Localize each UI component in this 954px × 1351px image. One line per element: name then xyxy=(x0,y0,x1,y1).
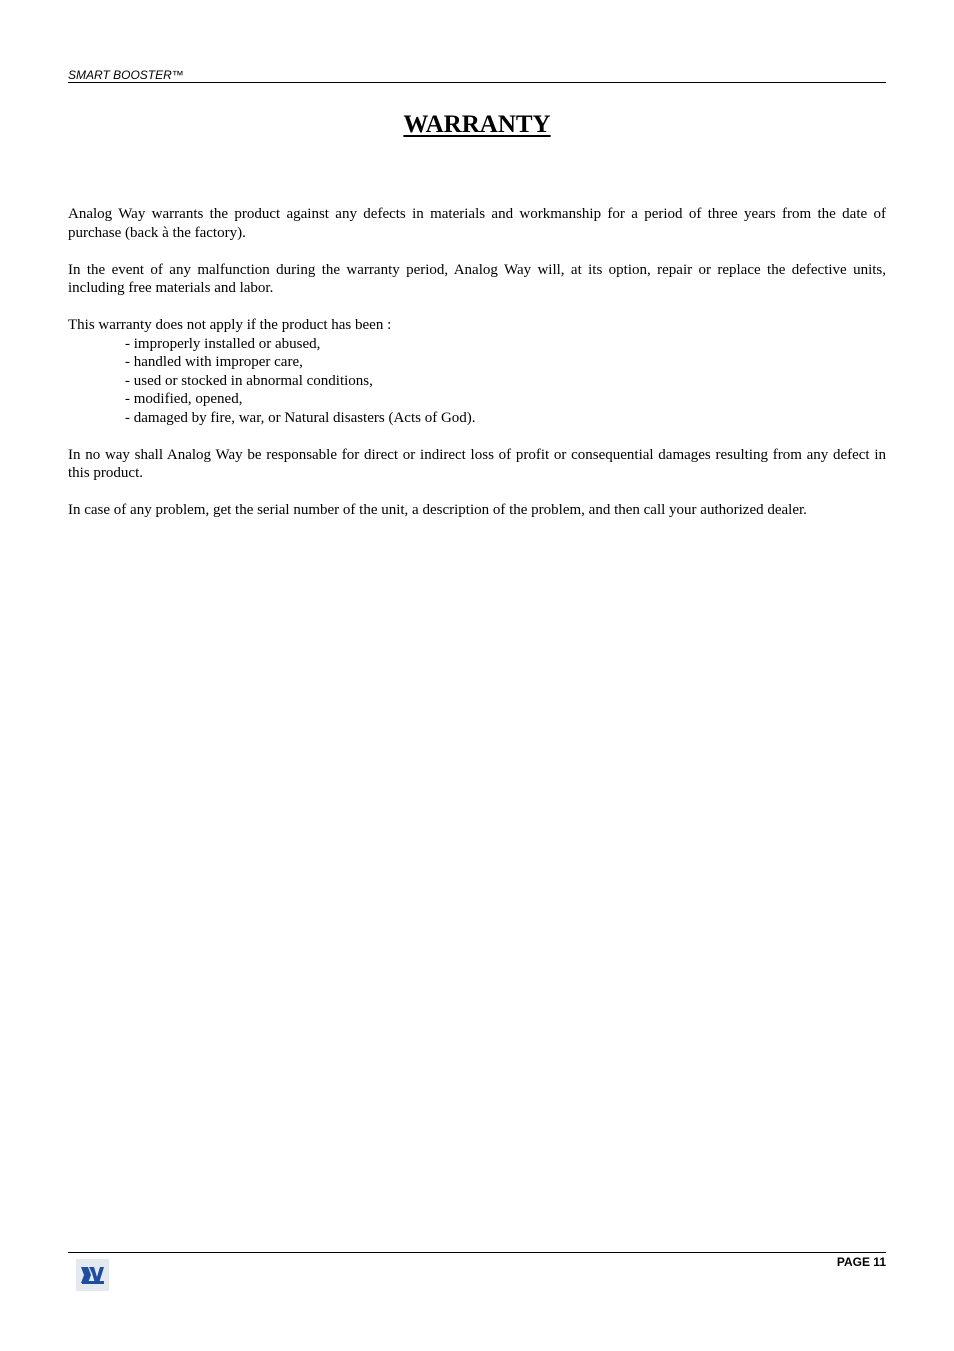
list-item: - used or stocked in abnormal conditions, xyxy=(125,372,373,389)
warranty-paragraph-malfunction: In the event of any malfunction during the warranty period, Analog Way will, at its option, repair or replace the defective units, including free materials and labor. xyxy=(68,261,886,296)
list-item: - improperly installed or abused, xyxy=(125,335,321,352)
warranty-paragraph-liability: In no way shall Analog Way be responsable for direct or indirect loss of profit or consequential damages resulting from any defect in this product. xyxy=(68,446,886,481)
warranty-exclusions-intro: This warranty does not apply if the product has been : xyxy=(68,317,392,333)
page-title-text: WARRANTY xyxy=(403,111,551,138)
page-number: PAGE 11 xyxy=(836,1255,886,1269)
warranty-paragraph-support: In case of any problem, get the serial number of the unit, a description of the problem, and then call your authorized dealer. xyxy=(68,502,807,518)
warranty-exclusions-list xyxy=(68,335,886,428)
list-item: - handled with improper care, xyxy=(125,354,303,370)
page-footer xyxy=(68,1252,886,1269)
page-header xyxy=(68,66,886,83)
analog-way-logo-icon xyxy=(76,1259,109,1291)
header-product-title: SMART BOOSTER™ xyxy=(68,68,184,82)
warranty-body xyxy=(68,205,886,538)
logo-graphic xyxy=(76,1259,109,1291)
list-item: - modified, opened, xyxy=(125,391,243,407)
list-item: - damaged by fire, war, or Natural disasters (Acts of God). xyxy=(125,409,476,426)
page-title xyxy=(0,108,954,142)
warranty-paragraph-coverage: Analog Way warrants the product against any defects in materials and workmanship for a period of three years from the date of purchase (back à the factory). xyxy=(68,206,886,241)
